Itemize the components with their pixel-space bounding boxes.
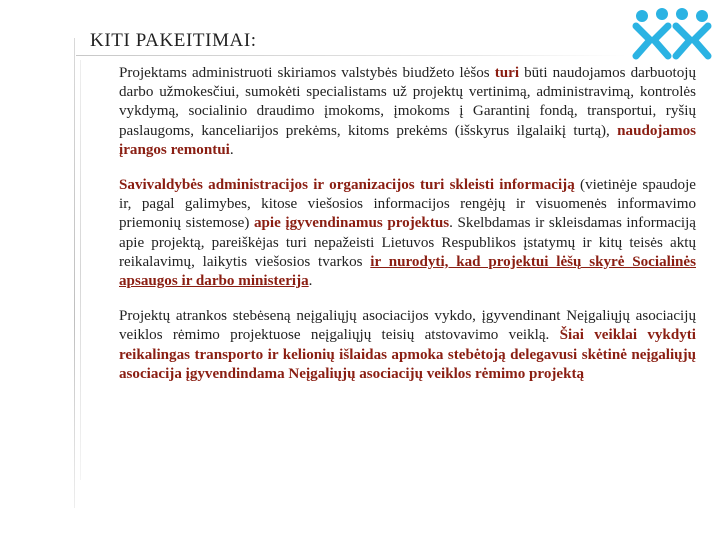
bullet-1-emphasis-turi: turi [494, 65, 520, 81]
bullet-item-2 [98, 176, 696, 291]
bullet-list [98, 64, 696, 384]
bullet-item-1 [98, 64, 696, 160]
bullet-2-period: . [308, 273, 313, 290]
bullet-1-text-cont: būti naudojamos darbuotojų darbo užmokesčiui, sumokėti specialistams už projektų vertinimą, administravimą, kontrolės vykdymą, socialinio draudimo įmokoms, įmokoms į Garantinį fondą, transportui, ryšių paslaugoms, kanceliarijos prekėms, kitoms prekėms (išskyrus ilgalaikį turtą), [119, 65, 696, 139]
bullet-item-3 [98, 307, 696, 384]
decorative-left-rule-inner [80, 60, 81, 480]
decorative-left-rule [74, 38, 75, 508]
bullet-2-emphasis-lead: Savivaldybės administracijos ir organizacijos turi skleisti informaciją [119, 177, 575, 194]
bullet-2-text: (vietinėje spaudoje ir, pagal galimybes, kitose viešosios informacijos rengėjų ir visuomenės informavimo priemonių sistemose) [119, 177, 696, 232]
bullet-2-emphasis-projektus: apie įgyvendinamus projektus [253, 215, 450, 232]
bullet-2-emphasis-ministerija: ir nurodyti, kad projektui lėšų skyrė Socialinės apsaugos ir darbo ministerija [119, 253, 696, 290]
bullet-3-emphasis: Šiai veiklai vykdyti reikalingas transporto ir kelionių išlaidas apmoka stebėtoją delegavusi skėtinė neįgaliųjų asociacija įgyvendindama Neįgaliųjų asociacijų veiklos rėmimo projektą [119, 327, 696, 382]
bullet-2-text-cont: . Skelbdamas ir skleisdamas informaciją apie projektą, pareiškėjas turi nepažeisti Lietuvos Respublikos įstatymų ir kitų teisės aktų reikalavimų, laikytis viešosios tvarkos [119, 215, 696, 270]
title-divider [76, 55, 626, 56]
bullet-1-period: . [229, 141, 234, 158]
bullet-1-emphasis-remontui: naudojamos įrangos remontui [119, 122, 696, 158]
bullet-1-text: Projektams administruoti skiriamos valstybės biudžeto lėšos [119, 65, 495, 81]
people-circle-logo-icon [628, 6, 716, 62]
bullet-3-text: Projektų atrankos stebėseną neįgaliųjų asociacijos vykdo, įgyvendinant Neįgaliųjų asociacijų veiklos rėmimo projektuose neįgaliųjų teisių atstovavimo veiklą. [119, 308, 696, 344]
slide-title: KITI PAKEITIMAI: [90, 30, 257, 51]
